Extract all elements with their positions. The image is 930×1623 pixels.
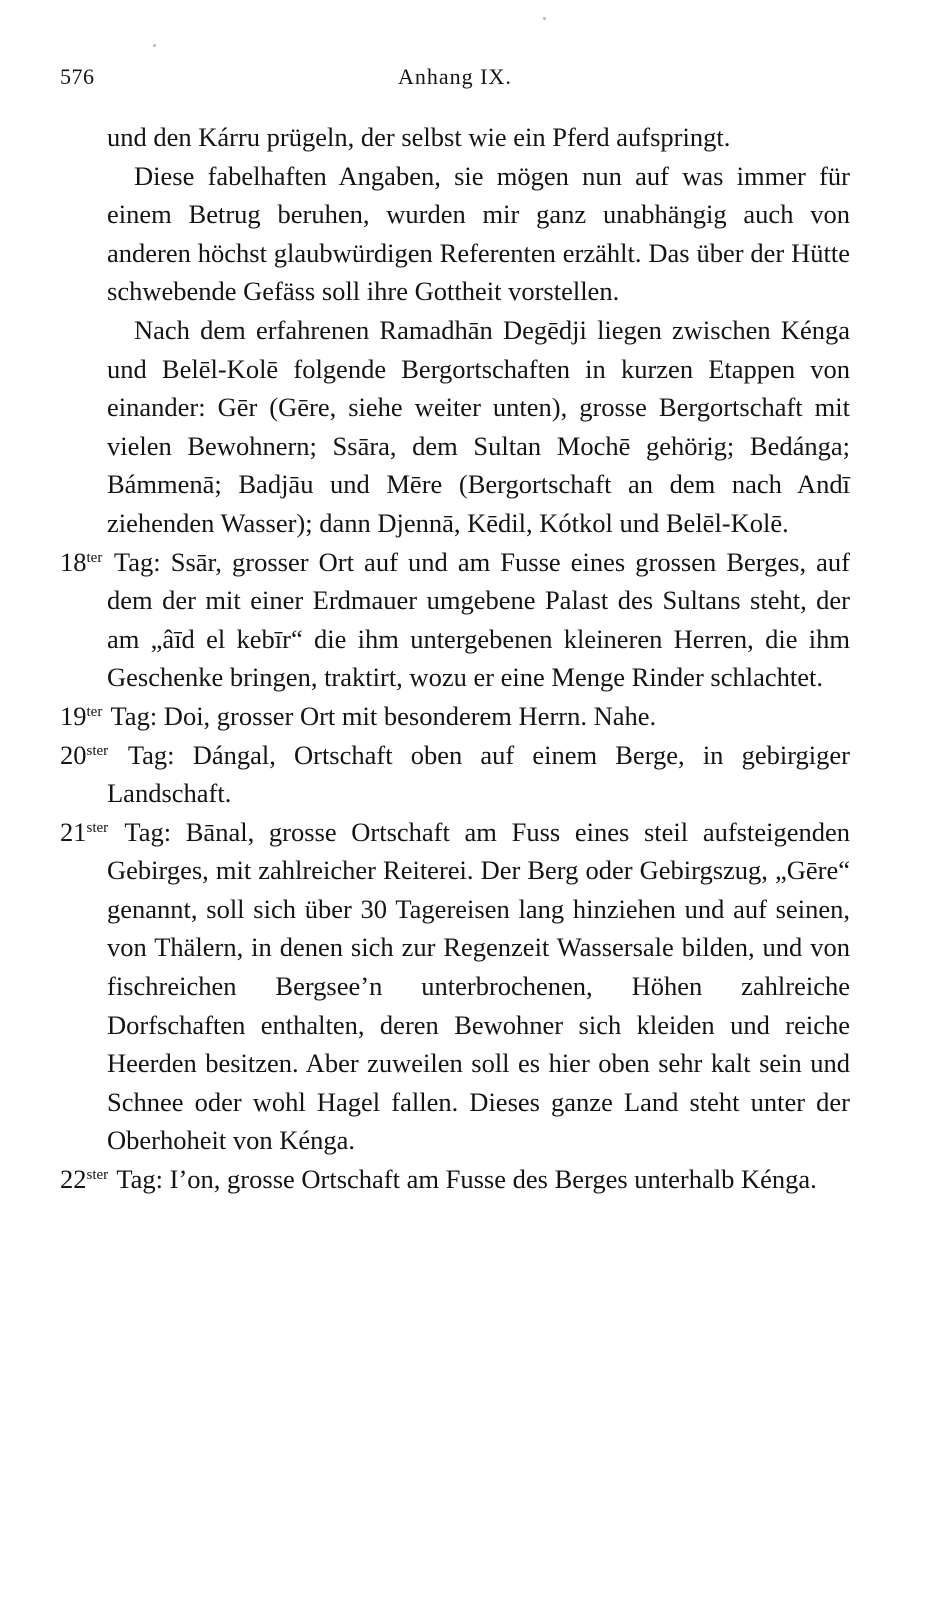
day-entry-text: Tag: I’on, grosse Ortschaft am Fusse des Berges unterhalb Kénga. [110,1164,817,1195]
day-entry [60,697,850,736]
day-entry [60,736,850,813]
paragraph: Nach dem erfahrenen Ramadhān Degēdji liegen zwischen Kénga und Belēl-Kolē folgende Bergortschaften in kurzen Etappen von einander: Gēr (Gēre, siehe weiter unten), grosse Bergortschaft mit vielen Bewohnern; Ssāra, dem Sultan Mochē gehörig; Bedánga; Bámmenā; Badjāu und Mēre (Bergortschaft an dem nach Andī ziehenden Wasser); dann Djennā, Kēdil, Kótkol und Belēl-Kolē. [107,314,850,538]
day-number: 19 [60,700,87,731]
print-speck [543,17,546,20]
day-suffix: ster [86,1167,109,1184]
paragraph: Diese fabelhaften Angaben, sie mögen nun auf was immer für einem Betrug beruhen, wurden mir ganz unabhängig auch von anderen höchst glaubwürdigen Referenten erzählt. Das über der Hütte schwebende Gefäss soll ihre Gottheit vorstellen. [107,160,850,307]
day-suffix: ster [86,742,109,759]
day-entry [60,1160,850,1199]
day-entry [60,543,850,697]
paragraph: und den Kárru prügeln, der selbst wie ein Pferd aufspringt. [107,122,731,152]
page-number: 576 [60,64,95,89]
day-entry-text: Tag: Bānal, grosse Ortschaft am Fuss eines steil aufsteigenden Gebirges, mit zahlreicher Reiterei. Der Berg oder Gebirgszug, „Gēre“ genannt, soll sich über 30 Tagereisen lang hinziehen und auf seinen, von Thälern, in denen sich zur Regenzeit Wassersale bilden, und von fischreichen Bergsee’n unterbrochenen, Höhen zahlreiche Dorfschaften enthalten, deren Bewohner sich kleiden und reiche Heerden besitzen. Aber zuweilen soll es hier oben sehr kalt sein und Schnee oder wohl Hagel fallen. Dieses ganze Land steht unter der Oberhoheit von Kénga. [107,816,850,1156]
body-text [60,118,850,1199]
day-suffix: ster [86,819,109,836]
page-header [60,64,860,98]
day-number: 21 [60,816,87,847]
day-suffix: ter [86,703,103,720]
day-entry-text: Tag: Doi, grosser Ort mit besonderem Herrn. Nahe. [104,700,657,731]
day-number: 20 [60,739,87,770]
day-entry-text: Tag: Ssār, grosser Ort auf und am Fusse eines grossen Berges, auf dem der mit einer Erdmauer umgebene Palast des Sultans steht, der am „âīd el kebīr“ die ihm untergebenen kleineren Herren, die ihm Geschenke bringen, traktirt, wozu er eine Menge Rinder schlachtet. [104,546,850,693]
day-entry-text: Tag: Dángal, Ortschaft oben auf einem Berge, in gebirgiger Landschaft. [107,739,850,809]
day-suffix: ter [86,549,103,566]
day-number: 18 [60,546,87,577]
day-entry [60,813,850,1160]
print-speck [153,44,156,47]
day-number: 22 [60,1164,87,1195]
running-head: Anhang IX. [398,64,512,89]
